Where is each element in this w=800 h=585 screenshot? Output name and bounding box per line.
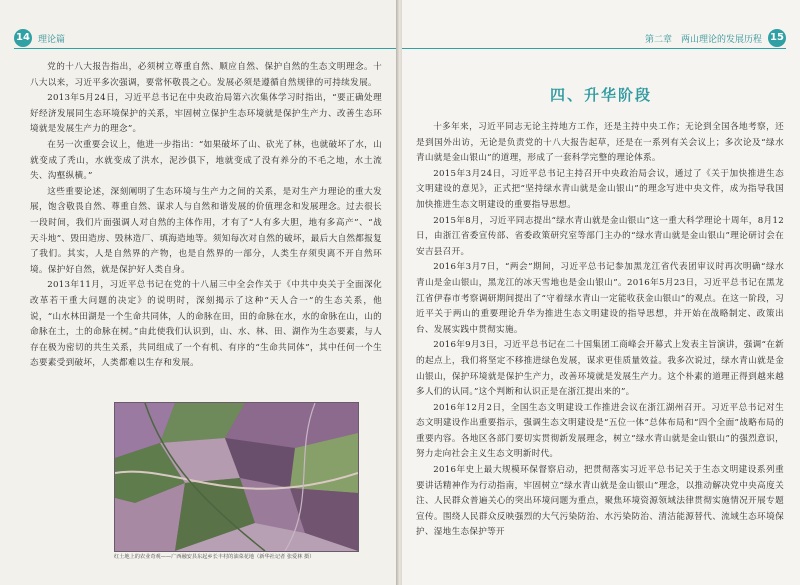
right-body-text: [416, 120, 784, 541]
paragraph: 2013年5月24日，习近平总书记在中央政治局第六次集体学习时指出，“要正确处理好经济发展同生态环境保护的关系，牢固树立保护生态环境就是保护生产力、改善生态环境就是发展生产力的理念”。: [30, 93, 382, 135]
paragraph: 在另一次重要会议上，他进一步指出：“如果破坏了山、砍光了林，也就破坏了水，山就变成了秃山，水就变成了洪水，泥沙俱下，地就变成了没有养分的不毛之地，水土流失、沟壑纵横。”: [30, 139, 382, 182]
running-header-text: 第二章 两山理论的发展历程: [644, 35, 762, 45]
paragraph: 2013年11月，习近平总书记在党的十八届三中全会作关于《中共中央关于全面深化改革若干重大问题的决定》的说明时，深刻揭示了这种“天人合一”的生态关系，他说，“山水林田湖是一个生命共同体，人的命脉在田，田的命脉在水，水的命脉在山，山的命脉在土，土的命脉在树。”由此使我们认识到，山、水、林、田、湖作为生态要素，与人存在极为密切的共生关系，共同组成了一个有机、有序的“生命共同体”，其中任何一个生态要素受到破坏，人类都难以生存和发展。: [30, 280, 382, 369]
left-body-text: [30, 60, 382, 372]
paragraph: 2016年史上最大规模环保督察启动，把贯彻落实习近平总书记关于生态文明建设系列重要讲话精神作为行动指南，牢固树立“绿水青山就是金山银山”理念，以推动解决党中央高度关注、人民群众普遍关心的突出环境问题为重点，聚焦环境资源领域法律贯彻实施情况开展专题宣传。围绕人民群众反映强烈的大气污染防治、水污染防治、清洁能源替代、流域生态环境保护、湿地生态保护等开: [416, 465, 784, 538]
paragraph: 党的十八大报告指出，必须树立尊重自然、顺应自然、保护自然的生态文明理念。十八大以来，习近平多次强调，要常怀敬畏之心。发展必须是遵循自然规律的可持续发展。: [30, 62, 382, 88]
aerial-farmland-photo: [114, 402, 359, 552]
right-running-header: [402, 29, 786, 47]
section-heading: 四、升华阶段: [549, 86, 652, 104]
paragraph: 十多年来，习近平同志无论主持地方工作，还是主持中央工作；无论到全国各地考察，还是到国外出访，无论是负责党的十八大报告起草，还是在一系列有关会议上；多次论及“绿水青山就是金山银山”的道理，形成了一套科学完整的理论体系。: [416, 122, 784, 164]
header-rule: [14, 48, 398, 49]
left-page: [0, 0, 398, 585]
page-number-badge: 14: [14, 29, 32, 47]
header-rule: [402, 48, 786, 49]
paragraph: 2016年3月7日，“两会”期间，习近平总书记参加黑龙江省代表团审议时再次明确“绿水青山是金山银山，黑龙江的冰天雪地也是金山银山”。2016年5月23日，习近平总书记在黑龙江省伊春市考察调研期间提出了“守着绿水青山一定能收获金山银山”的观点。在这一阶段，习近平关于两山的重要理论升华为推进生态文明建设的指导思想，并开始在战略制定、政策出台、发展实践中贯彻实施。: [416, 262, 784, 335]
page-number-badge: 15: [768, 29, 786, 47]
paragraph: 2015年3月24日，习近平总书记主持召开中央政治局会议，通过了《关于加快推进生态文明建设的意见》，正式把“坚持绿水青山就是金山银山”的理念写进中央文件，成为指导我国加快推进生态文明建设的重要指导思想。: [416, 168, 784, 210]
farmland-image: [115, 403, 358, 551]
photo-caption: 红土地上的农业奇观——广西融安县东起乡长丰村的油菜花地（新华社记者 张爱林 摄）: [114, 554, 315, 560]
paragraph: 2016年9月3日，习近平总书记在二十国集团工商峰会开幕式上发表主旨演讲，强调“在新的起点上，我们将坚定不移推进绿色发展，谋求更佳质量效益。我多次说过，绿水青山就是金山银山，保护环境就是保护生产力，改善环境就是发展生产力。这个朴素的道理正得到越来越多人们的认同。”这个判断和认识正是在浙江提出来的”。: [416, 340, 784, 398]
paragraph: 2016年12月2日，全国生态文明建设工作推进会议在浙江湖州召开。习近平总书记对生态文明建设作出重要指示，强调生态文明建设是“五位一体”总体布局和“四个全面”战略布局的重要内容。各地区各部门要切实贯彻新发展理念，树立“绿水青山就是金山银山”的强烈意识，努力走向社会主义生态文明新时代。: [416, 402, 784, 460]
paragraph: 这些重要论述，深刻阐明了生态环境与生产力之间的关系，是对生产力理论的重大发展，饱含敬畏自然、尊重自然、谋求人与自然和谐发展的价值理念和发展理念。过去很长一段时间，我们片面强调人对自然的主体作用，才有了“人有多大胆，地有多高产”、“战天斗地”、毁田造房、毁林造厂、填海造地等。须知每次对自然的破坏，最后大自然都报复了我们。其实，人是自然界的产物，也是自然界的一部分，人类生存须臾离不开自然环境。保护好自然，就是保护好人类自身。: [30, 186, 382, 275]
left-running-header: [14, 29, 398, 47]
right-page: [402, 0, 800, 585]
paragraph: 2015年8月，习近平同志提出“绿水青山就是金山银山”这一重大科学理论十周年，8月12日，由浙江省委宣传部、省委政策研究室等部门主办的“绿水青山就是金山银山”理论研讨会在安吉县召开。: [416, 215, 784, 257]
running-header-text: 理论篇: [38, 35, 66, 45]
